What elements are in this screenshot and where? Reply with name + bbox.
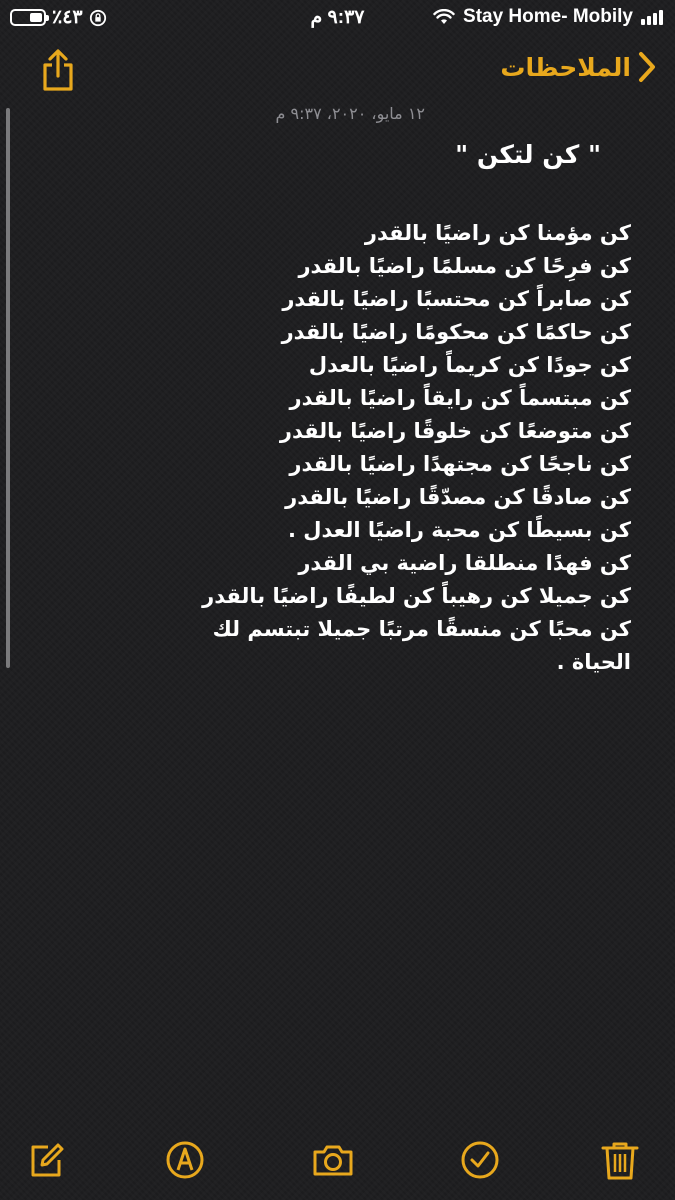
- checklist-icon: [458, 1138, 502, 1182]
- chevron-right-icon: [637, 50, 657, 84]
- note-line: كن مبتسماً كن رايقاً راضيًا بالقدر: [289, 386, 631, 410]
- bottom-toolbar: [0, 1130, 675, 1200]
- note-line: كن حاكمًا كن محكومًا راضيًا بالقدر: [281, 320, 631, 344]
- wifi-icon: [433, 9, 455, 25]
- note-body[interactable]: [201, 140, 631, 679]
- note-line: كن جميلا كن رهيباً كن لطيفًا راضيًا بالقدر: [202, 584, 631, 608]
- note-title: " كن لتكن ": [455, 140, 601, 169]
- status-time: ٩:٣٧ م: [310, 7, 365, 28]
- scroll-indicator[interactable]: [6, 108, 10, 668]
- note-line: كن مؤمنا كن راضيًا بالقدر: [364, 221, 631, 245]
- status-right: [433, 6, 663, 28]
- note-line: كن فهدًا منطلقا راضية بي القدر: [298, 551, 631, 575]
- note-line: كن متوضعًا كن خلوقًا راضيًا بالقدر: [279, 419, 631, 443]
- status-bar: [0, 0, 675, 36]
- note-date: ١٢ مايو، ٢٠٢٠، ٩:٣٧ م: [275, 104, 425, 123]
- delete-button[interactable]: [598, 1138, 642, 1182]
- camera-button[interactable]: [311, 1138, 355, 1182]
- markup-button[interactable]: [163, 1138, 207, 1182]
- note-line: كن بسيطًا كن محبة راضيًا العدل .: [287, 518, 631, 542]
- note-line: الحياة .: [556, 650, 631, 674]
- back-label: الملاحظات: [500, 52, 631, 82]
- note-line: كن صادقًا كن مصدّقًا راضيًا بالقدر: [285, 485, 631, 509]
- signal-icon: [641, 9, 663, 25]
- carrier-name: Stay Home- Mobily: [463, 6, 633, 27]
- nav-bar: [0, 44, 675, 100]
- note-line: كن فرِحًا كن مسلمًا راضيًا بالقدر: [298, 254, 631, 278]
- note-line: كن صابراً كن محتسبًا راضيًا بالقدر: [282, 287, 631, 311]
- compose-icon: [24, 1138, 68, 1182]
- markup-icon: [163, 1138, 207, 1182]
- back-button[interactable]: [500, 50, 657, 84]
- battery-percent: ٪٤٣: [52, 7, 83, 28]
- checklist-button[interactable]: [458, 1138, 502, 1182]
- share-button[interactable]: [38, 48, 78, 92]
- camera-icon: [311, 1138, 355, 1182]
- note-line: كن ناجحًا كن مجتهدًا راضيًا بالقدر: [289, 452, 631, 476]
- compose-button[interactable]: [24, 1138, 68, 1182]
- note-lines: [201, 217, 631, 679]
- note-line: كن محبًا كن منسقًا مرتبًا جميلا تبتسم لك: [212, 617, 631, 641]
- share-icon: [38, 48, 78, 92]
- note-line: كن جودًا كن كريماً راضيًا بالعدل: [308, 353, 631, 377]
- trash-icon: [598, 1138, 642, 1182]
